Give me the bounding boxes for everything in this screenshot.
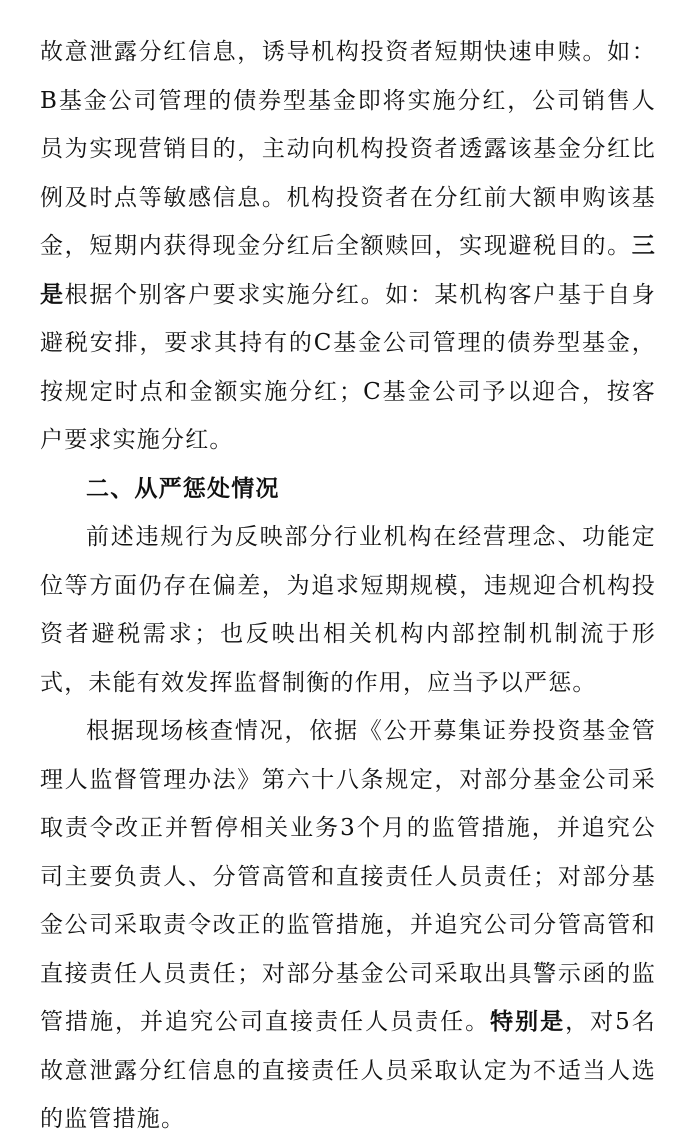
- section-heading: 二、从严惩处情况: [86, 475, 280, 502]
- emphasis-especially: 特别是: [490, 1009, 566, 1035]
- paragraph-analysis: 前述违规行为反映部分行业机构在经营理念、功能定位等方面仍存在偏差，为追求短期规模，违规迎合机构投资者避税需求；也反映出相关机构内部控制机制流于形式，未能有效发挥监督制衡的作用，应当予以严惩。: [40, 524, 656, 696]
- emphasis-third-point: 三是: [40, 233, 656, 308]
- paragraph-text: ，对5名故意泄露分红信息的直接责任人员采取认定为不适当人选的监管措施。: [40, 1009, 656, 1132]
- paragraph-dividend-violations: [40, 28, 656, 465]
- paragraph-text: 根据个别客户要求实施分红。如：某机构客户基于自身避税安排，要求其持有的C基金公司管理的债券型基金，按规定时点和金额实施分红；C基金公司予以迎合，按客户要求实施分红。: [40, 281, 656, 453]
- paragraph-text: 故意泄露分红信息，诱导机构投资者短期快速申赎。如：B基金公司管理的债券型基金即将实施分红，公司销售人员为实现营销目的，主动向机构投资者透露该基金分红比例及时点等敏感信息。机构投资者在分红前大额申购该基金，短期内获得现金分红后全额赎回，实现避税目的。: [40, 39, 656, 259]
- paragraph-text: 根据现场核查情况，依据《公开募集证券投资基金管理人监督管理办法》第六十八条规定，对部分基金公司采取责令改正并暂停相关业务3个月的监管措施，并追究公司主要负责人、分管高管和直接责任人员责任；对部分基金公司采取责令改正的监管措施，并追究公司分管高管和直接责任人员责任；对部分基金公司采取出具警示函的监管措施，并追究公司直接责任人员责任。: [40, 718, 656, 1035]
- paragraph-penalties: [40, 707, 656, 1144]
